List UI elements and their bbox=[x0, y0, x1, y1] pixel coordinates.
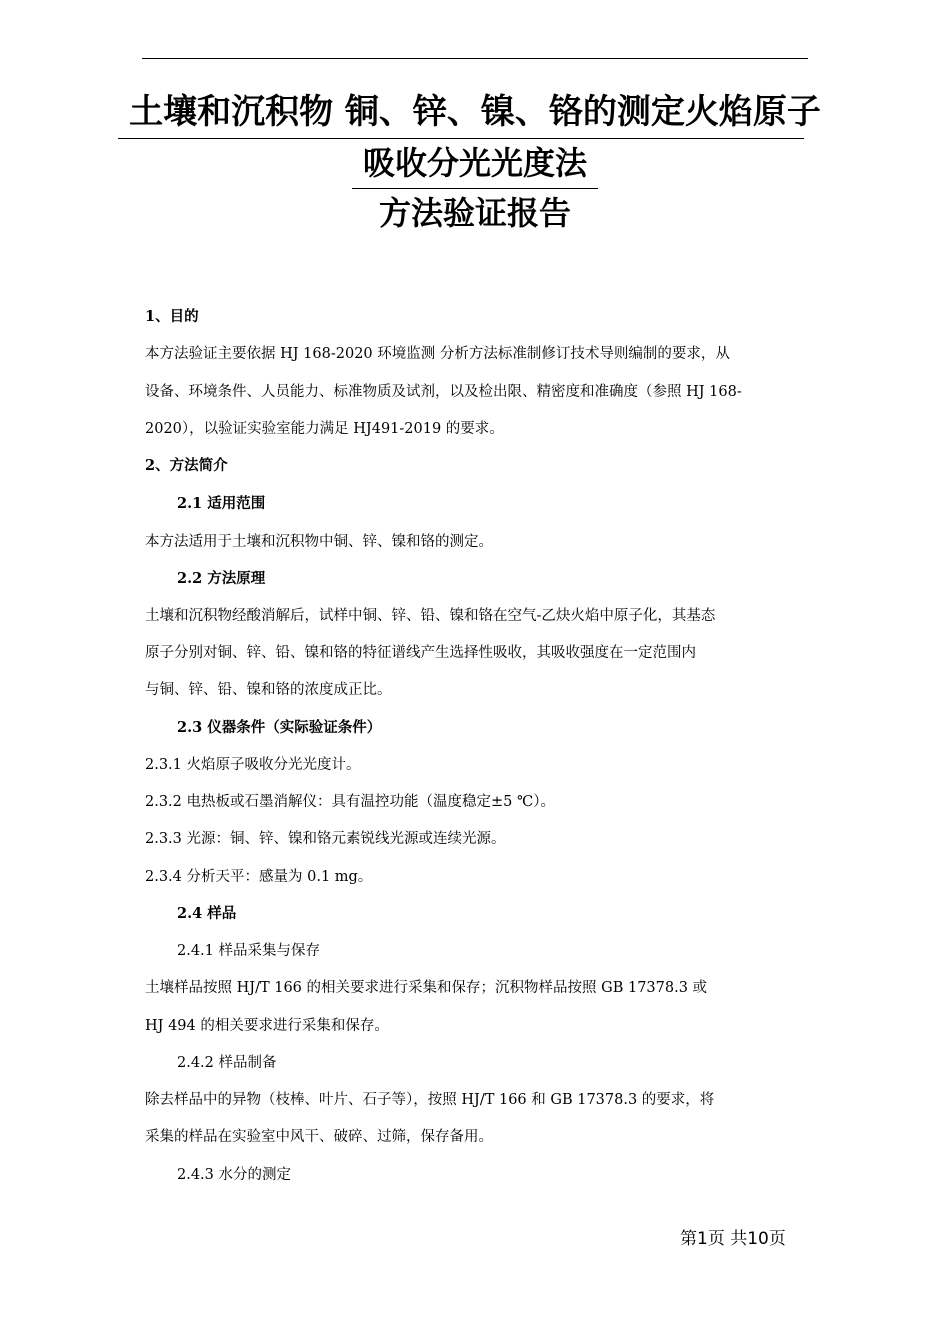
paragraph-line: 2.3.3 光源：铜、锌、镍和铬元素锐线光源或连续光源。 bbox=[145, 831, 506, 847]
header-rule bbox=[142, 58, 808, 59]
section-heading: 2、方法简介 bbox=[145, 457, 228, 474]
doc-title-line1: 土壤和沉积物 铜、锌、镍、铬的测定火焰原子 bbox=[129, 92, 821, 132]
paragraph-line: 2.3.2 电热板或石墨消解仪：具有温控功能（温度稳定±5 ℃）。 bbox=[145, 794, 555, 810]
subsection-heading: 2.2 方法原理 bbox=[177, 570, 266, 587]
paragraph-line: 土壤和沉积物经酸消解后，试样中铜、锌、铅、镍和铬在空气-乙炔火焰中原子化，其基态 bbox=[145, 608, 716, 624]
paragraph-line: 2.3.4 分析天平：感量为 0.1 mg。 bbox=[145, 869, 373, 885]
section-heading: 1、目的 bbox=[145, 308, 199, 325]
page-number: 第1页 共10页 bbox=[680, 1229, 786, 1249]
subsection-heading: 2.3 仪器条件（实际验证条件） bbox=[177, 719, 382, 736]
paragraph-line: 本方法适用于土壤和沉积物中铜、锌、镍和铬的测定。 bbox=[145, 534, 493, 550]
paragraph-line: 除去样品中的异物（枝棒、叶片、石子等），按照 HJ/T 166 和 GB 17378.3 的要求，将 bbox=[145, 1092, 715, 1108]
doc-title-line2: 吸收分光光度法 bbox=[362, 144, 587, 182]
paragraph-line: 本方法验证主要依据 HJ 168-2020 环境监测 分析方法标准制修订技术导则编制的要求，从 bbox=[145, 346, 730, 362]
paragraph-line: HJ 494 的相关要求进行采集和保存。 bbox=[145, 1018, 389, 1034]
sub-subsection-heading: 2.4.2 样品制备 bbox=[177, 1055, 277, 1071]
paragraph-line: 与铜、锌、铅、镍和铬的浓度成正比。 bbox=[145, 682, 392, 698]
subsection-heading: 2.4 样品 bbox=[177, 905, 237, 922]
paragraph-line: 2020），以验证实验室能力满足 HJ491-2019 的要求。 bbox=[145, 421, 504, 437]
subsection-heading: 2.1 适用范围 bbox=[177, 495, 266, 512]
paragraph-line: 土壤样品按照 HJ/T 166 的相关要求进行采集和保存；沉积物样品按照 GB 17378.3 或 bbox=[145, 980, 708, 996]
paragraph-line: 2.3.1 火焰原子吸收分光光度计。 bbox=[145, 757, 361, 773]
sub-subsection-heading: 2.4.1 样品采集与保存 bbox=[177, 943, 321, 959]
sub-subsection-heading: 2.4.3 水分的测定 bbox=[177, 1167, 292, 1183]
paragraph-line: 设备、环境条件、人员能力、标准物质及试剂，以及检出限、精密度和准确度（参照 HJ 168- bbox=[145, 384, 742, 400]
paragraph-line: 原子分别对铜、锌、铅、镍和铬的特征谱线产生选择性吸收，其吸收强度在一定范围内 bbox=[145, 645, 696, 661]
doc-subtitle: 方法验证报告 bbox=[378, 194, 571, 232]
paragraph-line: 采集的样品在实验室中风干、破碎、过筛，保存备用。 bbox=[145, 1129, 493, 1145]
